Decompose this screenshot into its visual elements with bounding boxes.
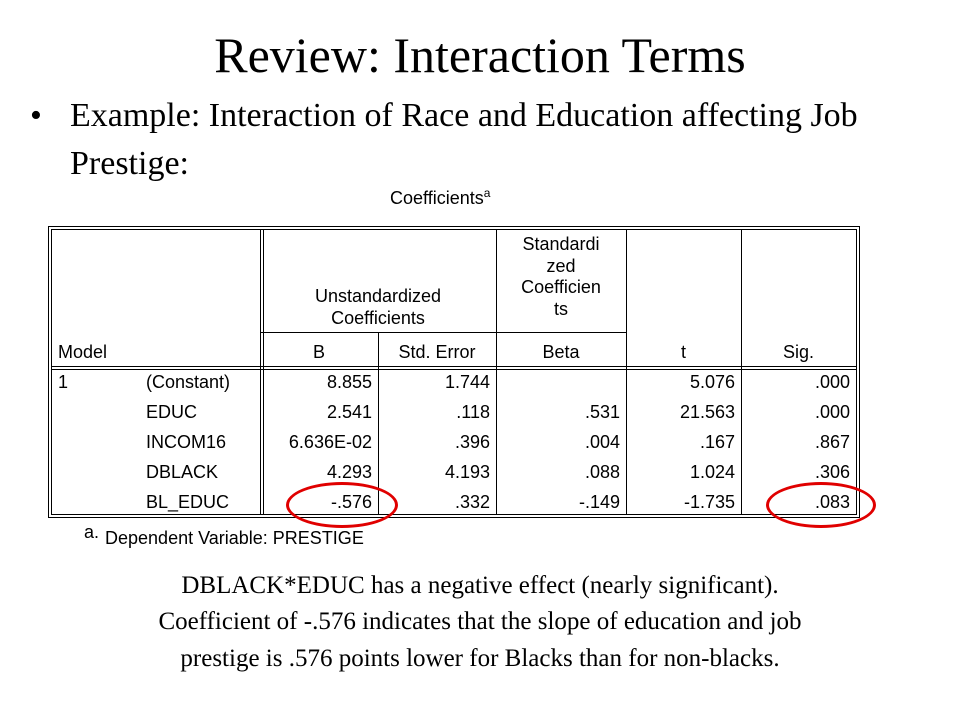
cell-b: 2.541 xyxy=(326,402,372,422)
cell-se: .118 xyxy=(456,402,490,422)
table-caption-note: a xyxy=(483,186,491,200)
header-std-error: Std. Error xyxy=(398,342,476,362)
coefficients-table xyxy=(48,226,860,518)
header-std-line2: zed xyxy=(546,255,576,276)
cell-se: 4.193 xyxy=(444,462,490,482)
cell-b: 6.636E-02 xyxy=(288,432,372,452)
highlight-circle-sig xyxy=(766,482,876,528)
cell-t: 5.076 xyxy=(689,372,735,392)
cell-b: 8.855 xyxy=(326,372,372,392)
cell-sig: .000 xyxy=(814,402,850,422)
cell-beta: .088 xyxy=(584,462,620,482)
cell-beta: .531 xyxy=(584,402,620,422)
header-unstd-line2: Coefficients xyxy=(331,307,425,328)
cell-b: -.576 xyxy=(330,492,372,512)
header-std-line4: ts xyxy=(553,298,568,319)
model-number: 1 xyxy=(58,372,69,392)
explanation-line: prestige is .576 points lower for Blacks than for non-blacks. xyxy=(180,644,780,672)
header-std-line1: Standardi xyxy=(522,234,600,254)
cell-t: 21.563 xyxy=(679,402,735,422)
header-t: t xyxy=(680,342,686,362)
table-caption-text: Coefficients xyxy=(390,188,484,208)
header-model: Model xyxy=(58,342,108,362)
cell-sig: .083 xyxy=(814,492,850,512)
bullet-text: Example: Interaction of Race and Education affecting Job Prestige: xyxy=(70,97,858,182)
cell-var: BL_EDUC xyxy=(146,492,230,512)
cell-b: 4.293 xyxy=(326,462,372,482)
cell-se: .396 xyxy=(454,432,490,452)
header-unstd-line1: Unstandardized xyxy=(314,286,442,306)
header-std-line3: Coefficien xyxy=(521,277,601,298)
cell-sig: .306 xyxy=(814,462,850,482)
table-caption xyxy=(390,186,490,209)
cell-var: EDUC xyxy=(146,402,198,422)
cell-sig: .000 xyxy=(814,372,850,392)
footnote-text: Dependent Variable: PRESTIGE xyxy=(105,528,364,548)
cell-var: (Constant) xyxy=(146,372,231,392)
footnote-marker: a. xyxy=(84,522,100,542)
header-divider xyxy=(260,332,626,333)
header-b: B xyxy=(312,342,325,362)
cell-var: INCOM16 xyxy=(146,432,227,452)
cell-se: 1.744 xyxy=(444,372,490,392)
explanation-text xyxy=(40,568,920,677)
cell-sig: .867 xyxy=(814,432,850,452)
table-footnote xyxy=(84,522,364,549)
bullet-icon: • xyxy=(30,97,42,134)
cell-beta: .004 xyxy=(584,432,620,452)
header-bottom-rule xyxy=(52,366,856,370)
header-sig: Sig. xyxy=(782,342,815,362)
header-unstandardized xyxy=(260,286,496,329)
cell-t: .167 xyxy=(699,432,735,452)
cell-beta: -.149 xyxy=(578,492,620,512)
cell-var: DBLACK xyxy=(146,462,219,482)
header-beta: Beta xyxy=(542,342,580,362)
header-standardized xyxy=(496,234,626,320)
cell-t: 1.024 xyxy=(689,462,735,482)
cell-t: -1.735 xyxy=(683,492,735,512)
explanation-line: DBLACK*EDUC has a negative effect (nearly significant). xyxy=(181,572,779,599)
cell-se: .332 xyxy=(454,492,490,512)
slide-title: Review: Interaction Terms xyxy=(214,27,746,83)
explanation-line: Coefficient of -.576 indicates that the slope of education and job xyxy=(158,608,802,636)
highlight-circle-b xyxy=(286,482,398,528)
